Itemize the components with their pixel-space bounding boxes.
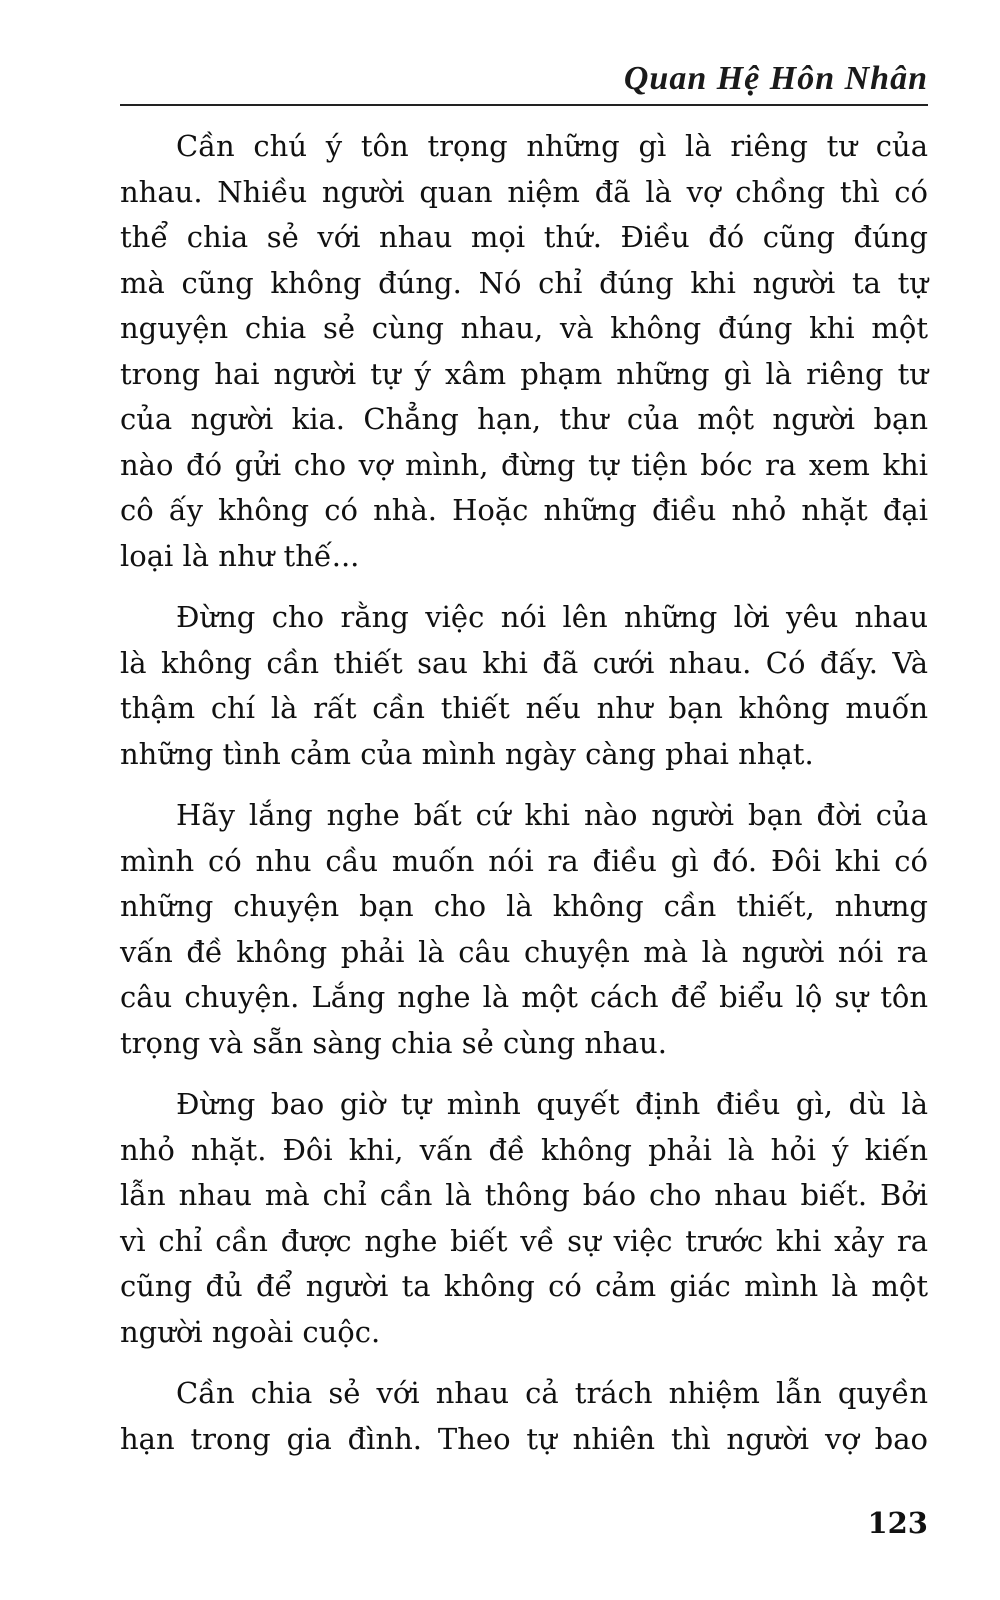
paragraph-2 (120, 595, 928, 777)
paragraph-4 (120, 1082, 928, 1355)
paragraph-5 (120, 1371, 928, 1462)
text-line: cũng đủ để người ta không có cảm giác mình là một (120, 1269, 928, 1303)
text-line: lẫn nhau mà chỉ cần là thông báo cho nhau biết. Bởi (120, 1178, 928, 1212)
text-line: trọng và sẵn sàng chia sẻ cùng nhau. (120, 1025, 667, 1060)
text-line: loại là như thế... (120, 538, 360, 573)
text-line: cô ấy không có nhà. Hoặc những điều nhỏ nhặt đại (120, 493, 928, 527)
text-line: vấn đề không phải là câu chuyện mà là người nói ra (120, 934, 928, 969)
text-line: Đừng cho rằng việc nói lên những lời yêu nhau (176, 600, 928, 634)
text-line: thể chia sẻ với nhau mọi thứ. Điều đó cũng đúng (120, 220, 928, 254)
text-line: những tình cảm của mình ngày càng phai nhạt. (120, 736, 814, 771)
text-line: là không cần thiết sau khi đã cưới nhau. Có đấy. Và (120, 645, 928, 680)
text-line: mà cũng không đúng. Nó chỉ đúng khi người ta tự (120, 265, 928, 300)
text-line: nguyện chia sẻ cùng nhau, và không đúng khi một (120, 311, 928, 345)
text-line: Đừng bao giờ tự mình quyết định điều gì, dù là (176, 1087, 928, 1121)
text-line: người ngoài cuộc. (120, 1314, 381, 1349)
text-line: nhau. Nhiều người quan niệm đã là vợ chồng thì có (120, 174, 928, 209)
text-line: vì chỉ cần được nghe biết về sự việc trước khi xảy ra (120, 1223, 928, 1258)
text-line: nào đó gửi cho vợ mình, đừng tự tiện bóc ra xem khi (120, 447, 928, 482)
text-line: của người kia. Chẳng hạn, thư của một người bạn (120, 402, 928, 436)
text-line: nhỏ nhặt. Đôi khi, vấn đề không phải là hỏi ý kiến (120, 1132, 928, 1167)
text-line: trong hai người tự ý xâm phạm những gì là riêng tư (120, 356, 928, 391)
running-header (120, 52, 928, 106)
text-line: hạn trong gia đình. Theo tự nhiên thì người vợ bao (120, 1421, 928, 1456)
page-number: 123 (867, 1506, 928, 1540)
text-line: Hãy lắng nghe bất cứ khi nào người bạn đời của (176, 798, 928, 832)
body-text (120, 124, 928, 1478)
text-line: những chuyện bạn cho là không cần thiết, nhưng (120, 889, 928, 923)
text-line: thậm chí là rất cần thiết nếu như bạn không muốn (120, 691, 928, 725)
text-line: Cần chia sẻ với nhau cả trách nhiệm lẫn quyền (176, 1376, 928, 1410)
paragraph-1 (120, 124, 928, 579)
book-title-header: Quan Hệ Hôn Nhân (623, 60, 928, 97)
text-line: Cần chú ý tôn trọng những gì là riêng tư của (176, 129, 928, 163)
text-line: mình có nhu cầu muốn nói ra điều gì đó. Đôi khi có (120, 843, 928, 878)
paragraph-3 (120, 793, 928, 1066)
text-line: câu chuyện. Lắng nghe là một cách để biểu lộ sự tôn (120, 980, 928, 1014)
